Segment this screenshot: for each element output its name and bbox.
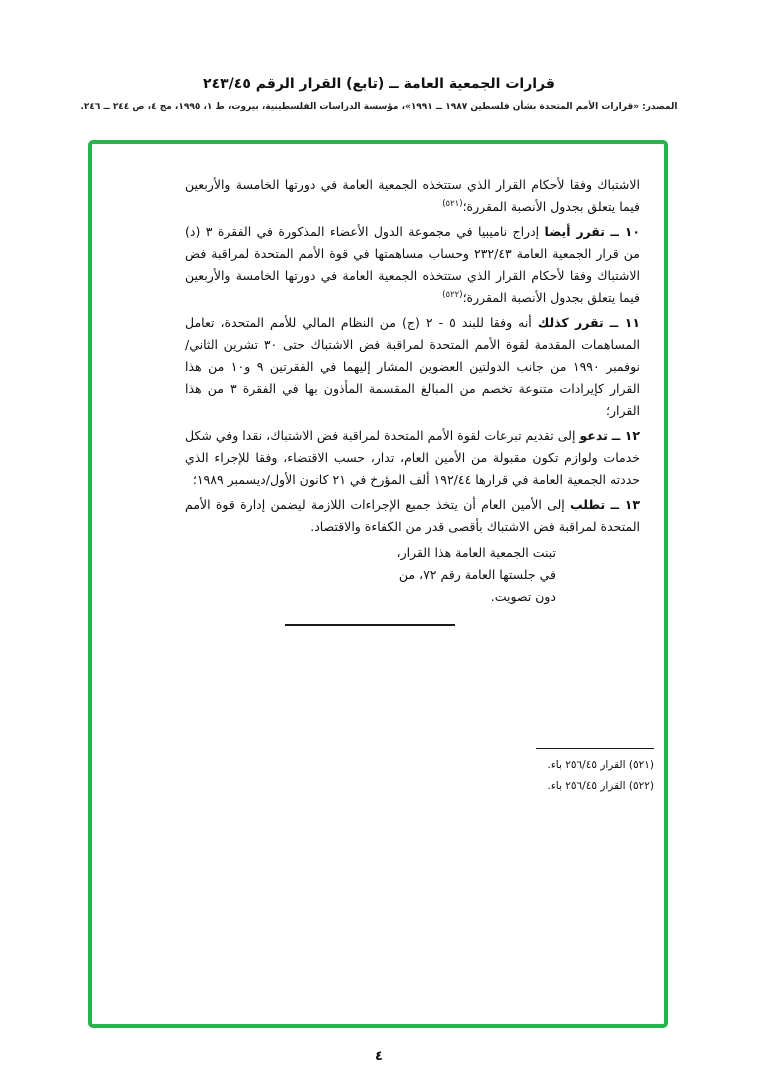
paragraph-lead: تقرر كذلك (537, 315, 604, 330)
paragraph-text: إلى تقديم تبرعات لقوة الأمم المتحدة لمراقبة فض الاشتباك، نقدا وفي شكل خدمات ولوازم تكون مقبولة من الأمين العام، تدار، حسب الاقتضاء، وفقا للإجراء الذي حددته الجمعية العامة في قرارها ١٩٢/٤٤ ألف المؤرخ في ٢١ كانون الأول/ديسمبر ١٩٨٩؛ (185, 428, 640, 487)
paragraph-lead: تقرر أيضا (544, 224, 605, 239)
resolution-paragraph-continuation (185, 174, 640, 218)
page-number: ٤ (375, 1049, 383, 1064)
adoption-note-line: في جلستها العامة رقم ٧٢، من (398, 567, 556, 582)
resolution-paragraph-12 (185, 425, 640, 491)
resolution-paragraph-10 (185, 221, 640, 309)
paragraph-number: ١٢ ــ (611, 428, 640, 443)
adoption-note-line: دون تصويت. (490, 589, 556, 604)
adoption-note (185, 542, 556, 608)
footnote-item: (٥٢١) القرار ٢٥٦/٤٥ باء. (547, 759, 654, 771)
resolution-paragraph-11 (185, 312, 640, 422)
paragraph-number: ١٠ ــ (610, 224, 640, 239)
source-line: المصدر: «قرارات الأمم المتحدة بشأن فلسطين ١٩٨٧ ــ ١٩٩١»، مؤسسة الدراسات الفلسطينية، بيروت، ط ١، ١٩٩٥، مج ٤، ص ٢٤٤ ــ ٢٤٦. (80, 102, 678, 112)
paragraph-text: أنه وفقا للبند ٥ - ٢ (ج) من النظام المالي للأمم المتحدة، تعامل المساهمات المقدمة لقوة الأمم المتحدة لمراقبة فض الاشتباك حتى ٣٠ تشرين الثاني/نوفمبر ١٩٩٠ من جانب الدولتين العضوين المشار إليهما في الفقرتين ٩ و١٠ من هذا القرار كإيرادات متنوعة تخصم من المبالغ المقسمة المأذون بها في الفقرة ٣ من هذا القرار؛ (185, 315, 641, 418)
paragraph-lead: تطلب (570, 497, 606, 512)
footnote-separator-rule (536, 748, 654, 750)
resolution-paragraph-13 (185, 494, 640, 538)
footnote-ref-521: (٥٢١) (442, 198, 463, 209)
footnote-item: (٥٢٢) القرار ٢٥٦/٤٥ باء. (547, 780, 654, 792)
paragraph-lead: تدعو (579, 428, 608, 443)
page-title: قرارات الجمعية العامة ــ (تابع) القرار الرقم ٢٤٣/٤٥ (203, 76, 555, 92)
paragraph-text: إلى الأمين العام أن يتخذ جميع الإجراءات اللازمة ليضمن إدارة قوة الأمم المتحدة لمراقبة فض الاشتباك بأقصى قدر من الكفاءة والاقتصاد. (185, 497, 640, 534)
footnotes-block (185, 748, 654, 798)
paragraph-number: ١٣ ــ (610, 497, 640, 512)
footnote-ref-522: (٥٢٢) (442, 289, 463, 300)
resolution-body (185, 174, 654, 797)
paragraph-text: الاشتباك وفقا لأحكام القرار الذي ستتخذه الجمعية العامة في دورتها الخامسة والأربعين فيما يتعلق بجدول الأنصبة المقررة؛ (185, 177, 640, 214)
paragraph-number: ١١ ــ (609, 315, 640, 330)
page-header (0, 76, 758, 112)
paragraph-text: إدراج ناميبيا في مجموعة الدول الأعضاء المذكورة في الفقرة ٣ (د) من قرار الجمعية العامة ٢٣٢/٤٣ وحساب مساهمتها في قوة الأمم المتحدة لمراقبة فض الاشتباك وفقا لأحكام القرار الذي ستتخذه الجمعية العامة في دورتها الخامسة والأربعين فيما يتعلق بجدول الأنصبة المقررة؛ (185, 224, 640, 305)
section-end-rule (285, 624, 455, 626)
green-frame (88, 140, 668, 1028)
adoption-note-line: تبنت الجمعية العامة هذا القرار، (396, 545, 556, 560)
